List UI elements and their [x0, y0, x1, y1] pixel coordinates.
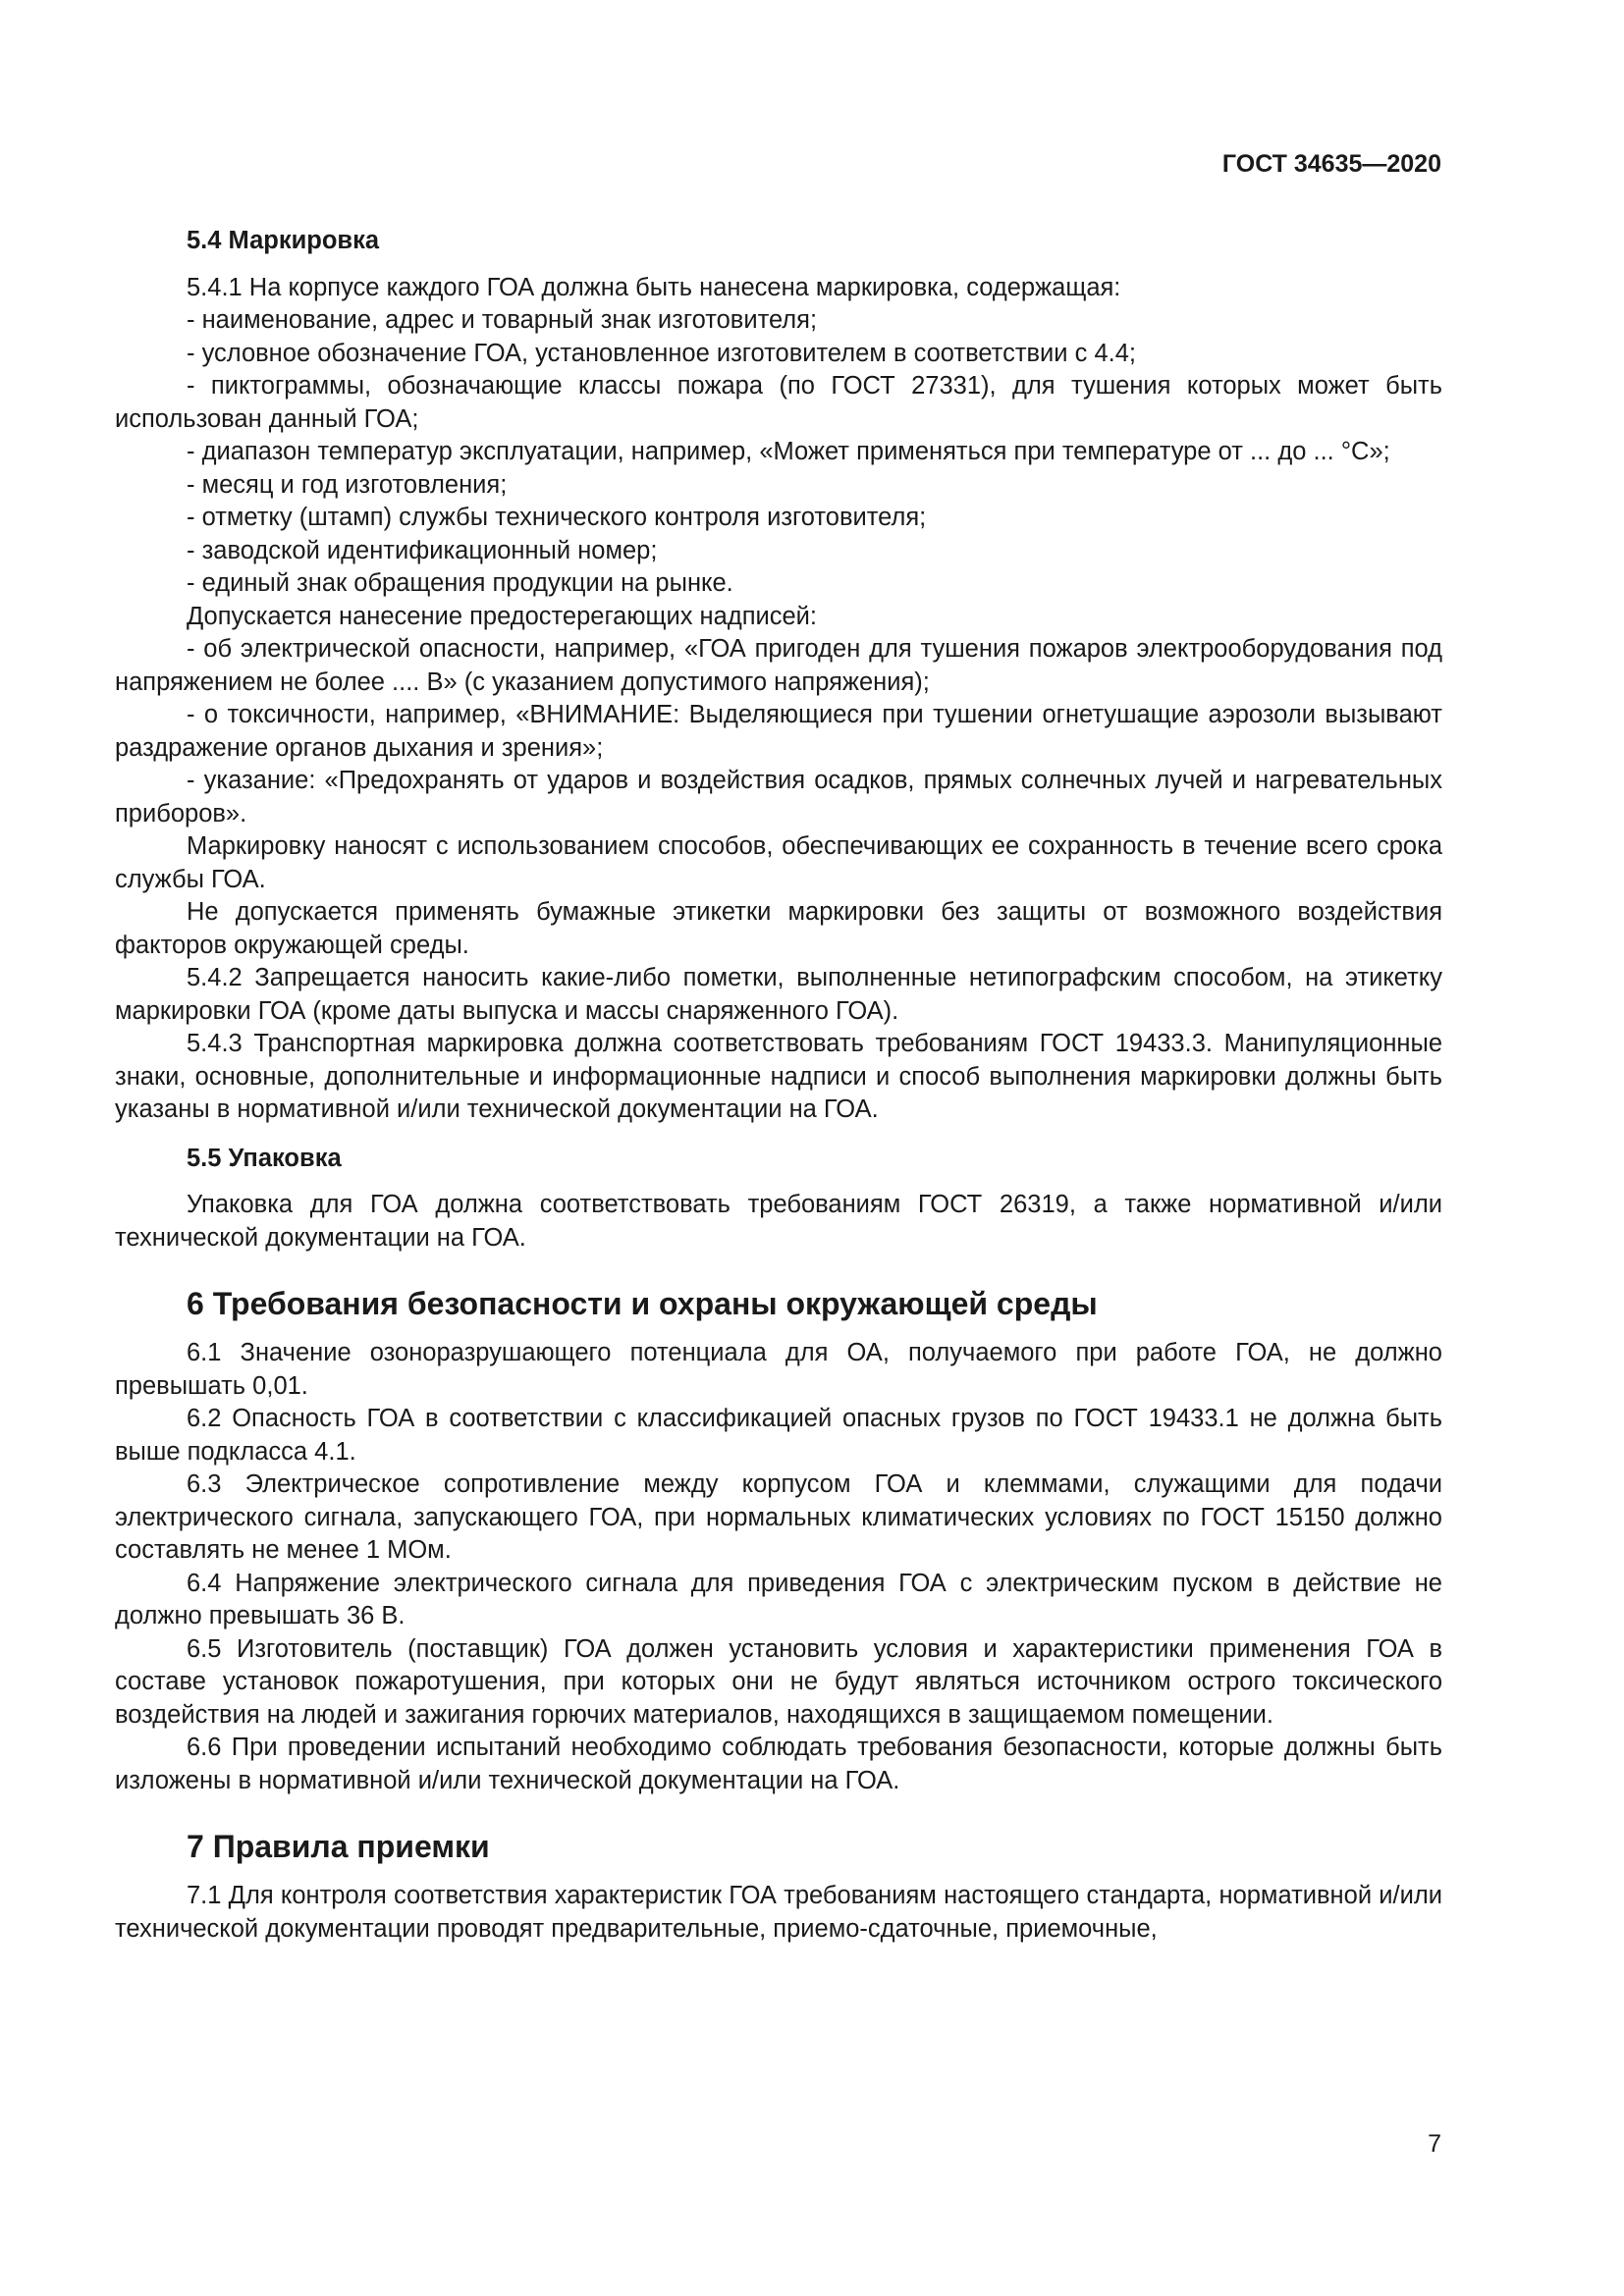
- section-heading-6: 6 Требования безопасности и охраны окружающей среды: [187, 1286, 1098, 1321]
- list-item: - указание: «Предохранять от ударов и воздействия осадков, прямых солнечных лучей и нагревательных приборов».: [115, 767, 1442, 828]
- list-item: - заводской идентификационный номер;: [187, 536, 658, 564]
- list-item: - об электрической опасности, например, «ГОА пригоден для тушения пожаров электрооборудования под напряжением не более .... В» (с указанием допустимого напряжения);: [115, 635, 1442, 696]
- paragraph: 6.1 Значение озоноразрушающего потенциала для ОА, получаемого при работе ГОА, не должно превышать 0,01.: [115, 1339, 1442, 1400]
- paragraph: 6.6 При проведении испытаний необходимо соблюдать требования безопасности, которые должны быть изложены в нормативной и/или технической документации на ГОА.: [115, 1734, 1442, 1794]
- paragraph: Маркировку наносят с использованием способов, обеспечивающих ее сохранность в течение всего срока службы ГОА.: [115, 832, 1442, 893]
- page-number: 7: [1428, 2130, 1441, 2158]
- list-item: - условное обозначение ГОА, установленное изготовителем в соответствии с 4.4;: [187, 339, 1136, 367]
- section-heading-7: 7 Правила приемки: [187, 1829, 490, 1864]
- paragraph: Допускается нанесение предостерегающих надписей:: [187, 602, 818, 630]
- list-item: - наименование, адрес и товарный знак изготовителя;: [187, 306, 818, 334]
- paragraph: 6.5 Изготовитель (поставщик) ГОА должен установить условия и характеристики применения ГОА в составе установок пожаротушения, при которых они не будут являться источником острого токсического воздействия на людей и зажигания горючих материалов, находящихся в защищаемом помещении.: [115, 1634, 1442, 1729]
- paragraph: 5.4.1 На корпусе каждого ГОА должна быть нанесена маркировка, содержащая:: [187, 273, 1121, 301]
- paragraph: 7.1 Для контроля соответствия характеристик ГОА требованиям настоящего стандарта, нормативной и/или технической документации проводят предварительные, приемо-сдаточные, приемочные,: [115, 1882, 1442, 1943]
- paragraph: 5.4.2 Запрещается наносить какие-либо пометки, выполненные нетипографским способом, на этикетку маркировки ГОА (кроме даты выпуска и массы снаряженного ГОА).: [115, 964, 1442, 1025]
- section-title-5-5: 5.5 Упаковка: [187, 1144, 342, 1172]
- list-item: - месяц и год изготовления;: [187, 470, 508, 499]
- list-item: - единый знак обращения продукции на рынке.: [187, 569, 733, 597]
- document-body: [115, 225, 1442, 1946]
- paragraph: Упаковка для ГОА должна соответствовать требованиям ГОСТ 26319, а также нормативной и/или технической документации на ГОА.: [115, 1191, 1442, 1252]
- section-title-5-4: 5.4 Маркировка: [187, 227, 380, 254]
- document-header: ГОСТ 34635—2020: [1221, 150, 1441, 178]
- list-item: - отметку (штамп) службы технического контроля изготовителя;: [187, 504, 927, 531]
- list-item: - пиктограммы, обозначающие классы пожара (по ГОСТ 27331), для тушения которых может быть использован данный ГОА;: [115, 372, 1442, 433]
- list-item: - о токсичности, например, «ВНИМАНИЕ: Выделяющиеся при тушении огнетушащие аэрозоли вызывают раздражение органов дыхания и зрения»;: [115, 701, 1442, 762]
- paragraph: Не допускается применять бумажные этикетки маркировки без защиты от возможного воздействия факторов окружающей среды.: [115, 898, 1442, 959]
- paragraph: 6.2 Опасность ГОА в соответствии с классификацией опасных грузов по ГОСТ 19433.1 не должна быть выше подкласса 4.1.: [115, 1405, 1442, 1466]
- paragraph: 6.3 Электрическое сопротивление между корпусом ГОА и клеммами, служащими для подачи электрического сигнала, запускающего ГОА, при нормальных климатических условиях по ГОСТ 15150 должно составлять не менее 1 МОм.: [115, 1470, 1442, 1564]
- list-item: - диапазон температур эксплуатации, например, «Может применяться при температуре от ... до ... °C»;: [187, 438, 1390, 465]
- paragraph: 5.4.3 Транспортная маркировка должна соответствовать требованиям ГОСТ 19433.3. Манипуляционные знаки, основные, дополнительные и информационные надписи и способ выполнения маркировки должны быть указаны в нормативной и/или технической документации на ГОА.: [115, 1030, 1442, 1123]
- paragraph: 6.4 Напряжение электрического сигнала для приведения ГОА с электрическим пуском в действие не должно превышать 36 В.: [115, 1569, 1442, 1629]
